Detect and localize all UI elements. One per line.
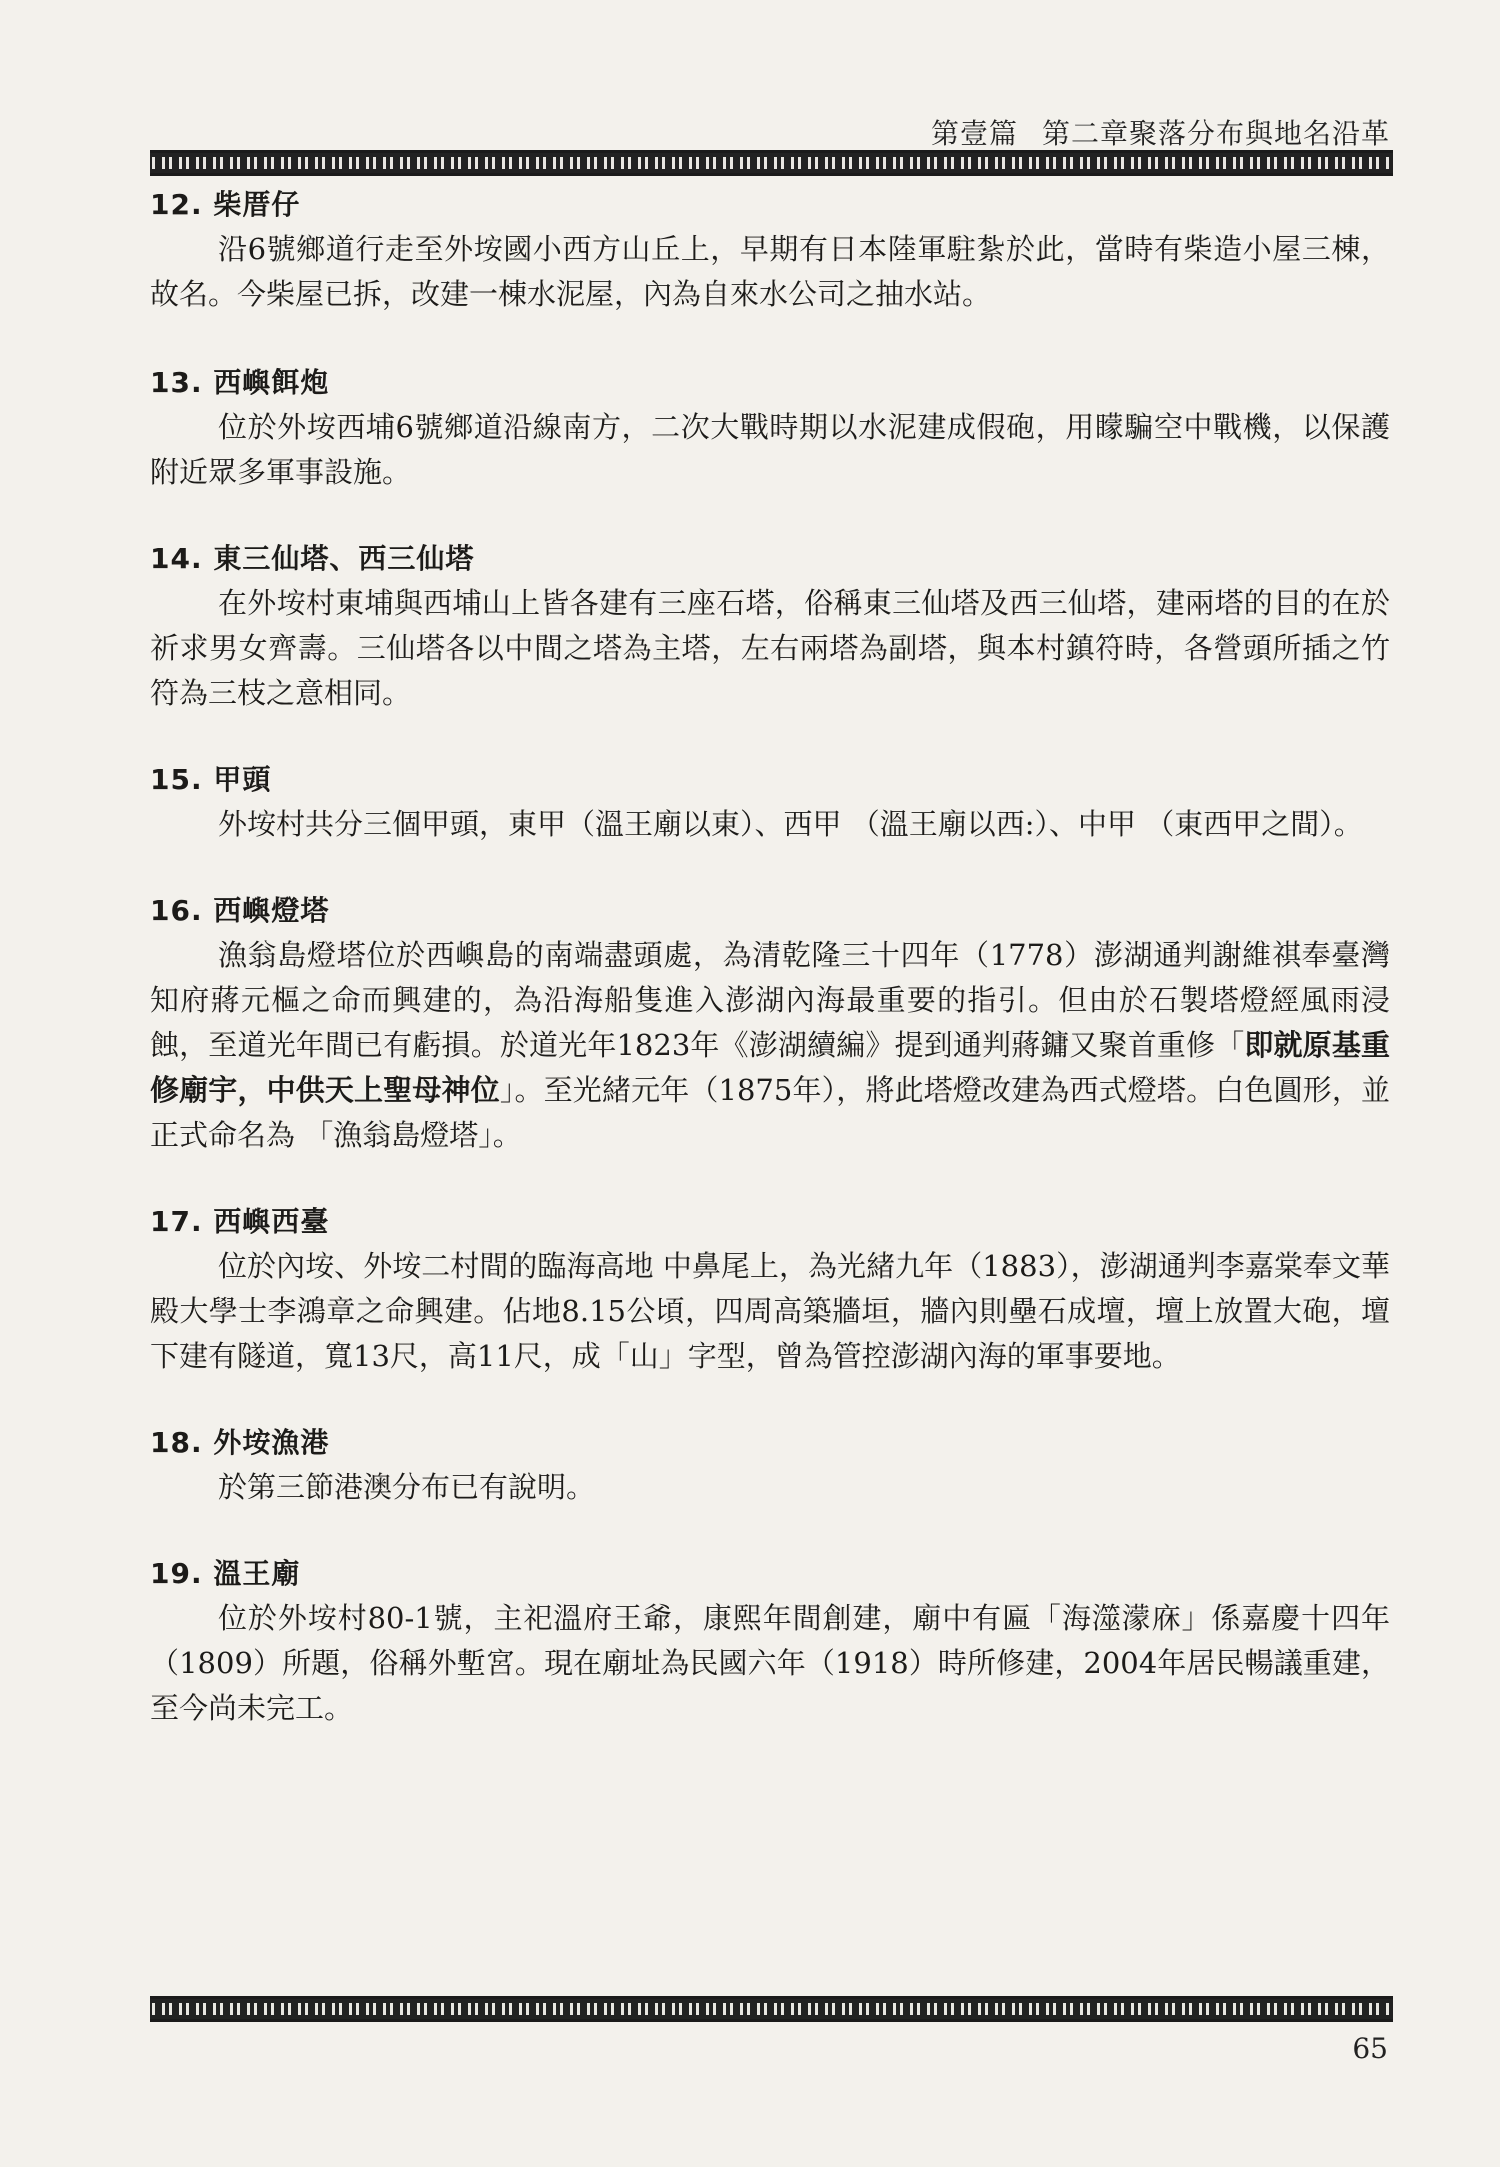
- section-body: 於第三節港澳分布已有說明。: [218, 1470, 596, 1504]
- section-14: [150, 537, 1390, 716]
- section-number: 14.: [150, 542, 203, 575]
- section-heading: [150, 1200, 1390, 1244]
- section-heading: [150, 361, 1390, 405]
- section-title: 柴厝仔: [213, 188, 301, 221]
- section-number: 13.: [150, 366, 203, 399]
- section-19: [150, 1552, 1390, 1731]
- section-title: 外垵漁港: [213, 1426, 330, 1459]
- section-body: 位於內垵、外垵二村間的臨海高地 中鼻尾上，為光緒九年（1883），澎湖通判李嘉棠奉文華殿大學士李鴻章之命興建。佔地8.15公頃，四周高築牆垣，牆內則壘石成壇，壇上放置大砲，壇下建有隧道，寬13尺，高11尺，成「山」字型，曾為管控澎湖內海的軍事要地。: [150, 1249, 1390, 1373]
- section-heading: [150, 183, 1390, 227]
- section-number: 19.: [150, 1557, 203, 1590]
- section-body: [150, 933, 1390, 1158]
- section-13: [150, 361, 1390, 495]
- header-part: 第壹篇: [930, 117, 1018, 150]
- section-number: 16.: [150, 894, 203, 927]
- body-text: 漁翁島燈塔位於西嶼島的南端盡頭處，為清乾隆三十四年（1778）澎湖通判謝維祺奉臺灣知府蔣元樞之命而興建的，為沿海船隻進入澎湖內海最重要的指引。但由於石製塔燈經風雨浸蝕，至道光年間已有虧損。於道光年1823年《澎湖續編》提到通判蔣鏞又聚首重修「: [150, 938, 1390, 1062]
- section-18: [150, 1421, 1390, 1510]
- running-header: [150, 112, 1390, 152]
- section-number: 17.: [150, 1205, 203, 1238]
- section-body: 在外垵村東埔與西埔山上皆各建有三座石塔，俗稱東三仙塔及西三仙塔，建兩塔的目的在於祈求男女齊壽。三仙塔各以中間之塔為主塔，左右兩塔為副塔，與本村鎮符時，各營頭所插之竹符為三枝之意相同。: [150, 586, 1390, 710]
- section-heading: [150, 1421, 1390, 1465]
- section-body: 位於外垵村80-1號，主祀溫府王爺，康熙年間創建，廟中有匾「海澨濛庥」係嘉慶十四年（1809）所題，俗稱外塹宮。現在廟址為民國六年（1918）時所修建，2004年居民暢議重建，至今尚未完工。: [150, 1601, 1390, 1725]
- section-17: [150, 1200, 1390, 1379]
- page-content: [150, 183, 1390, 1773]
- quoted-citation: 即就原基重修廟宇，中供天上聖母神位: [150, 1028, 1390, 1107]
- section-title: 東三仙塔、西三仙塔: [213, 542, 475, 575]
- section-number: 12.: [150, 188, 203, 221]
- section-12: [150, 183, 1390, 317]
- section-title: 西嶼西臺: [213, 1205, 330, 1238]
- section-number: 15.: [150, 763, 203, 796]
- section-title: 溫王廟: [213, 1557, 301, 1590]
- section-body: 沿6號鄉道行走至外垵國小西方山丘上，早期有日本陸軍駐紮於此，當時有柴造小屋三棟，故名。今柴屋已拆，改建一棟水泥屋，內為自來水公司之抽水站。: [150, 232, 1390, 311]
- body-text: 」。至光緒元年（1875年），將此塔燈改建為西式燈塔。白色圓形，並正式命名為 「漁翁島燈塔」。: [150, 1073, 1390, 1152]
- header-chapter: 第二章聚落分布與地名沿革: [1041, 117, 1390, 150]
- section-15: [150, 758, 1390, 847]
- section-heading: [150, 537, 1390, 581]
- section-title: 西嶼燈塔: [213, 894, 330, 927]
- section-title: 西嶼餌炮: [213, 366, 330, 399]
- section-number: 18.: [150, 1426, 203, 1459]
- section-body: 外垵村共分三個甲頭，東甲（溫王廟以東）、西甲 （溫王廟以西:）、中甲 （東西甲之間）。: [218, 807, 1363, 841]
- section-heading: [150, 889, 1390, 933]
- section-title: 甲頭: [213, 763, 272, 796]
- section-body: 位於外垵西埔6號鄉道沿線南方，二次大戰時期以水泥建成假砲，用矇騙空中戰機，以保護附近眾多軍事設施。: [150, 410, 1390, 489]
- page-number: 65: [1352, 2032, 1388, 2065]
- top-decorative-border: [150, 150, 1393, 176]
- section-heading: [150, 1552, 1390, 1596]
- section-16: [150, 889, 1390, 1158]
- bottom-decorative-border: [150, 1996, 1393, 2022]
- section-heading: [150, 758, 1390, 802]
